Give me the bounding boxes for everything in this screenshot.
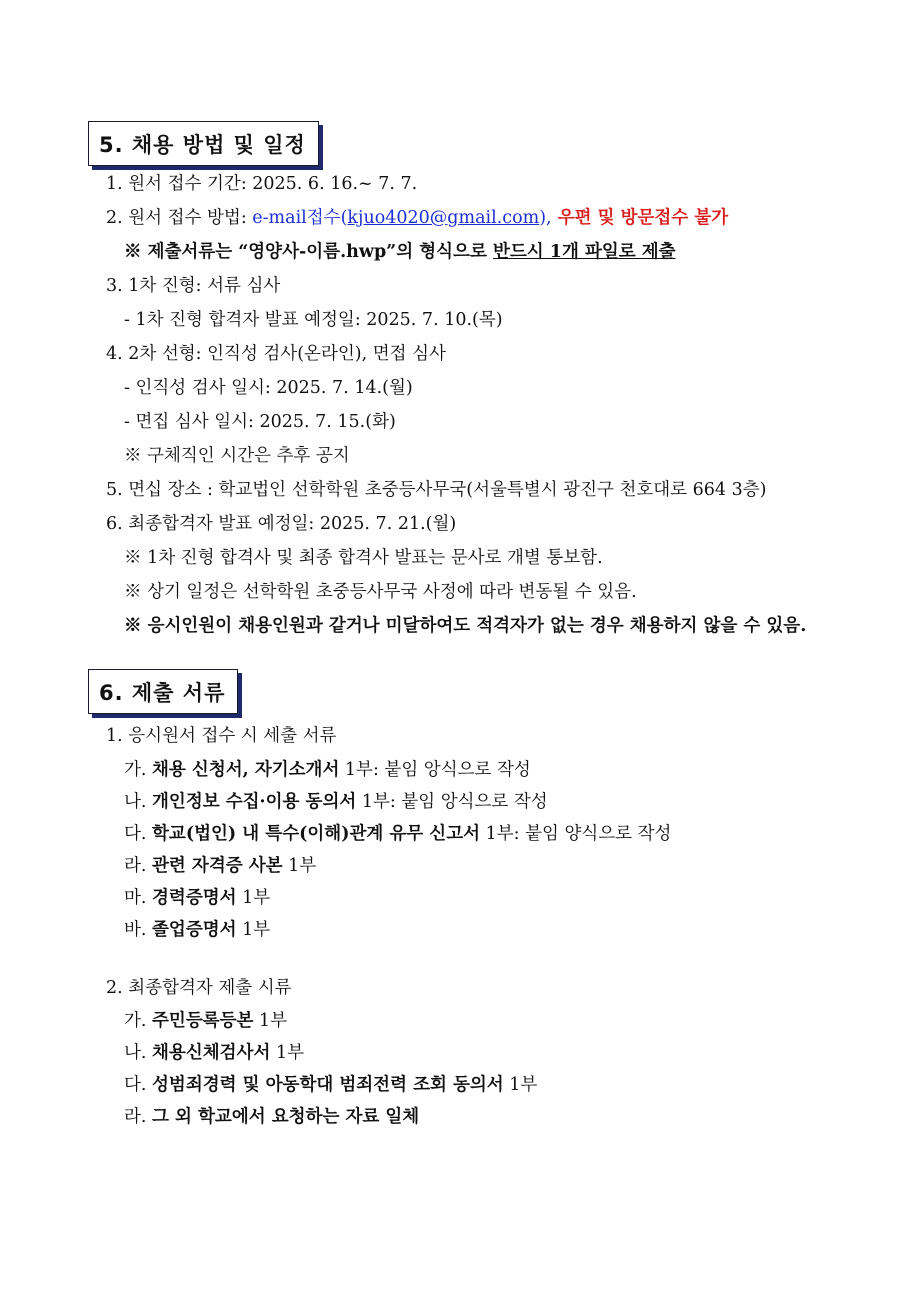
item-detail: 1부 [253,1011,288,1031]
item-document-name: 경력증명서 [152,888,237,908]
group-1-heading: 1. 응시원서 접수 시 세출 서류 [106,726,337,746]
item-document-name: 채용신체검사서 [152,1043,271,1063]
item-document-name: 졸업증명서 [152,920,237,940]
item-prefix: 가. [124,1011,153,1031]
email-address-link[interactable]: kjuo4020@gmail.com [347,208,540,228]
item-document-name: 학교(법인) 내 특수(이해)관계 유무 신고서 [152,824,481,844]
item-detail: 1부 [270,1043,304,1063]
item-4-second-round: 4. 2차 선형: 인직성 검사(온라인), 면접 심사 [106,344,446,364]
item-prefix: 나. [124,1043,153,1063]
group-1-item [124,758,531,782]
item-6-note-individual-notice: ※ 1차 진형 합격사 및 최종 합격사 발표는 문사로 개별 통보함. [124,548,603,568]
item-document-name: 성범죄경력 및 아동학대 범죄전력 조회 동의서 [152,1075,504,1095]
item-3-announcement-date: - 1차 진형 합격자 발표 예정일: 2025. 7. 10.(목) [124,310,503,330]
group-1-item [124,918,270,942]
item-prefix: 라. [124,856,153,876]
group-2-heading: 2. 최종합격자 제출 시류 [106,978,292,998]
item-document-name: 개인정보 수집·이용 동의서 [152,792,357,812]
item-document-name: 주민등록등본 [152,1011,254,1031]
no-mail-or-visit-notice: 우편 및 방문접수 불가 [551,208,729,228]
group-1-item [124,790,548,814]
section-6-title: 6. 제출 서류 [88,669,238,714]
group-1-item [124,854,316,878]
item-4-personality-test-date: - 인직성 검사 일시: 2025. 7. 14.(월) [124,378,413,398]
group-1-item [124,886,270,910]
item-prefix: 가. [124,760,153,780]
file-format-note-text: ※ 제출서류는 “영양사-이름.hwp”의 형식으로 [124,242,493,262]
item-6-final-announcement: 6. 최종합격자 발표 예정일: 2025. 7. 21.(월) [106,514,457,534]
item-detail: 1부: 붙임 앙식으로 작성 [339,760,531,780]
group-2-item [124,1105,419,1129]
group-2-item [124,1009,287,1033]
item-prefix: 바. [124,920,153,940]
item-detail: 1부: 붙임 앙식으로 작성 [356,792,548,812]
item-6-note-no-hire: ※ 응시인원이 채용인원과 같거나 미달하여도 적격자가 없는 경우 채용하지 않을 수 있음. [124,616,807,636]
item-1-application-period: 1. 원서 접수 기간: 2025. 6. 16.~ 7. 7. [106,174,418,194]
item-document-name: 관련 자격증 사본 [152,856,283,876]
item-5-interview-location: 5. 면십 장소 : 학교법인 선학학원 초중등사무국(서울특별시 광진구 천호대로 664 3층) [106,480,767,500]
item-detail: 1부 [236,888,271,908]
single-file-requirement: 반드시 1개 파일로 제출 [492,242,676,262]
item-prefix: 나. [124,792,153,812]
item-prefix: 다. [124,1075,153,1095]
group-1-item [124,822,671,846]
item-document-name: 그 외 학교에서 요청하는 자료 일체 [152,1107,420,1127]
item-2-prefix: 2. 원서 접수 방법: [106,208,253,228]
item-4-time-note: ※ 구체직인 시간은 추후 공지 [124,446,350,466]
item-prefix: 마. [124,888,153,908]
email-label: e-mail접수( [252,208,348,228]
item-prefix: 다. [124,824,153,844]
item-6-note-schedule-change: ※ 상기 일정은 선학학원 초중등사무국 사정에 따라 변동될 수 있음. [124,582,637,602]
file-format-note [124,240,676,264]
item-prefix: 라. [124,1107,153,1127]
group-2-item [124,1073,537,1097]
item-2-application-method [106,206,728,230]
item-4-interview-date: - 면집 심사 일시: 2025. 7. 15.(화) [124,412,396,432]
group-2-item [124,1041,304,1065]
item-detail: 1부 [236,920,271,940]
item-detail: 1부 [503,1075,538,1095]
item-detail: 1부 [282,856,317,876]
email-close: ), [539,208,552,228]
item-detail: 1부: 붙임 양식으로 작성 [480,824,672,844]
item-3-first-round: 3. 1차 진형: 서류 심사 [106,276,281,296]
section-5-title: 5. 채용 방법 및 일정 [88,121,319,166]
item-document-name: 채용 신청서, 자기소개서 [152,760,340,780]
